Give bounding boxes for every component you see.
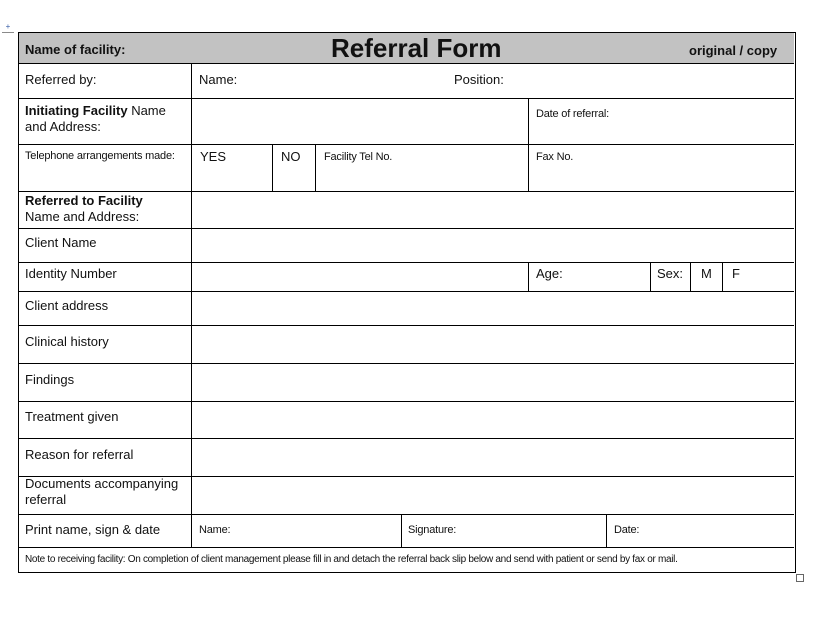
referral-form bbox=[18, 32, 796, 573]
print-name-field[interactable]: Name: bbox=[199, 524, 231, 536]
column-divider bbox=[650, 262, 651, 291]
treatment-given-field[interactable] bbox=[192, 402, 794, 438]
referred-to-facility-label: Referred to Facility bbox=[25, 193, 143, 208]
sex-male-option[interactable]: M bbox=[701, 266, 712, 281]
documents-accompanying-field[interactable] bbox=[192, 477, 794, 514]
row-divider bbox=[19, 514, 794, 515]
initiating-facility-bold: Initiating Facility bbox=[25, 103, 128, 118]
telephone-no-option[interactable]: NO bbox=[281, 149, 301, 164]
sex-female-option[interactable]: F bbox=[732, 266, 740, 281]
findings-label: Findings bbox=[25, 372, 75, 387]
client-address-label: Client address bbox=[25, 298, 109, 313]
column-divider bbox=[528, 98, 529, 191]
paragraph-anchor-icon: + bbox=[2, 24, 14, 33]
column-divider bbox=[315, 144, 316, 191]
identity-number-field[interactable] bbox=[192, 263, 528, 291]
documents-accompanying-label: Documents accompanying referral bbox=[25, 476, 179, 507]
telephone-arrangements-label: Telephone arrangements made: bbox=[25, 150, 175, 162]
reason-for-referral-field[interactable] bbox=[192, 439, 794, 476]
findings-field[interactable] bbox=[192, 364, 794, 401]
receiving-facility-note: Note to receiving facility: On completion of client management please fill in and detach the referral back slip below and send with patient or send by fax or mail. bbox=[25, 554, 678, 565]
row-divider bbox=[19, 547, 794, 548]
referred-to-address-label: Name and Address: bbox=[25, 209, 140, 224]
referred-by-label: Referred by: bbox=[25, 72, 97, 87]
referred-to-facility-field[interactable] bbox=[192, 192, 794, 228]
signature-field[interactable]: Signature: bbox=[408, 524, 457, 536]
form-title: Referral Form bbox=[331, 33, 502, 63]
row-divider bbox=[19, 63, 794, 64]
column-divider bbox=[528, 262, 529, 291]
initiating-facility-rest: Name and Address: bbox=[25, 103, 166, 134]
copy-type-label: original / copy bbox=[689, 43, 778, 58]
reason-for-referral-label: Reason for referral bbox=[25, 447, 134, 462]
clinical-history-label: Clinical history bbox=[25, 334, 109, 349]
column-divider bbox=[722, 262, 723, 291]
age-field[interactable]: Age: bbox=[536, 266, 563, 281]
client-name-label: Client Name bbox=[25, 235, 97, 250]
clinical-history-field[interactable] bbox=[192, 326, 794, 363]
client-name-field[interactable] bbox=[192, 229, 794, 262]
fax-field[interactable]: Fax No. bbox=[536, 151, 574, 163]
print-date-field[interactable]: Date: bbox=[614, 524, 640, 536]
column-divider bbox=[606, 514, 607, 547]
referrer-name-field[interactable]: Name: bbox=[199, 72, 238, 87]
client-address-field[interactable] bbox=[192, 292, 794, 325]
print-sign-date-label: Print name, sign & date bbox=[25, 522, 161, 537]
row-divider bbox=[19, 144, 794, 145]
column-divider bbox=[401, 514, 402, 547]
facility-name-label: Name of facility: bbox=[25, 42, 126, 57]
initiating-facility-label bbox=[25, 103, 189, 135]
treatment-given-label: Treatment given bbox=[25, 409, 119, 424]
facility-tel-field[interactable]: Facility Tel No. bbox=[324, 151, 393, 163]
telephone-yes-option[interactable]: YES bbox=[200, 149, 227, 164]
initiating-facility-field[interactable] bbox=[192, 99, 528, 144]
sex-label: Sex: bbox=[657, 266, 684, 281]
date-of-referral-field[interactable]: Date of referral: bbox=[536, 108, 610, 120]
column-divider bbox=[272, 144, 273, 191]
resize-handle[interactable] bbox=[796, 574, 804, 582]
column-divider bbox=[690, 262, 691, 291]
referrer-position-field[interactable]: Position: bbox=[454, 72, 504, 87]
identity-number-label: Identity Number bbox=[25, 266, 117, 281]
